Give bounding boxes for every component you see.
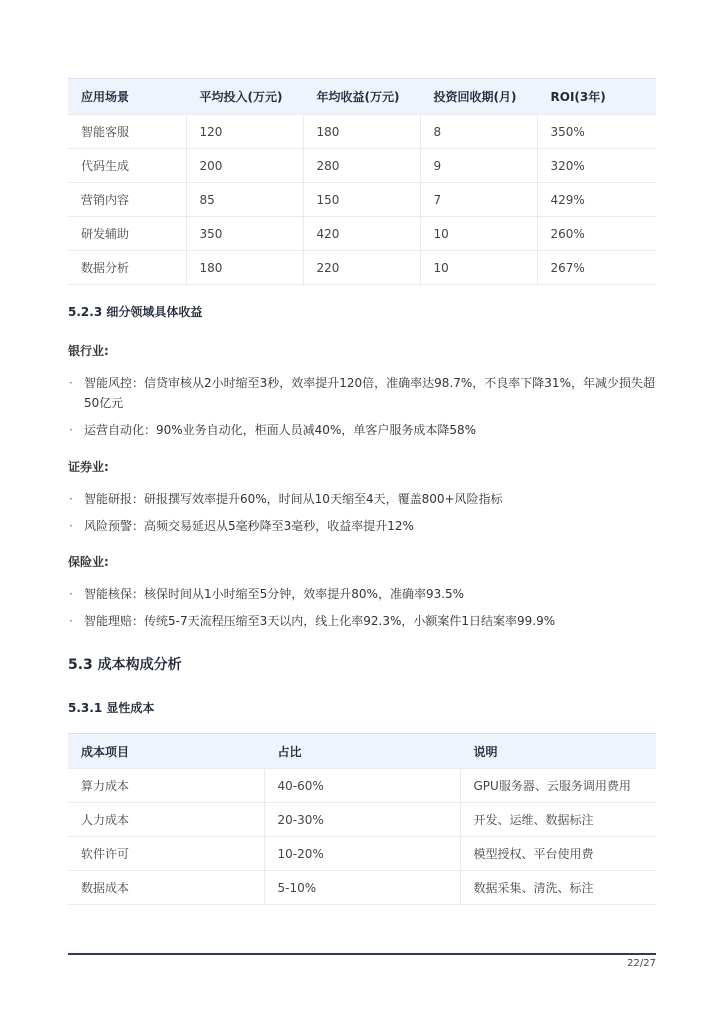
table-cell: 8 xyxy=(420,115,537,149)
table-header-row xyxy=(68,734,656,769)
section-heading-5-3: 5.3 成本构成分析 xyxy=(68,657,182,673)
table-cell: 429% xyxy=(537,183,656,217)
table-cell: 85 xyxy=(186,183,303,217)
table-cell: 150 xyxy=(303,183,420,217)
bullet-icon: · xyxy=(69,376,73,390)
column-header: 占比 xyxy=(264,734,460,769)
list-item-text: 智能风控：信贷审核从2小时缩至3秒，效率提升120倍，准确率达98.7%，不良率下降31%，年减少损失超50亿元 xyxy=(84,376,655,410)
list-item-text: 运营自动化：90%业务自动化，柜面人员减40%，单客户服务成本降58% xyxy=(84,423,477,437)
column-header: 说明 xyxy=(460,734,656,769)
roi-table xyxy=(68,78,656,285)
table-cell: 20-30% xyxy=(264,803,460,837)
table-cell: 研发辅助 xyxy=(68,217,186,251)
table-cell: 180 xyxy=(186,251,303,285)
sector-label-banking: 银行业: xyxy=(68,344,109,358)
list-item xyxy=(68,489,658,509)
table-cell: 260% xyxy=(537,217,656,251)
table-cell: 9 xyxy=(420,149,537,183)
table-row xyxy=(68,769,656,803)
table-cell: 智能客服 xyxy=(68,115,186,149)
table-cell: 350 xyxy=(186,217,303,251)
table-cell: 营销内容 xyxy=(68,183,186,217)
column-header: 年均收益(万元) xyxy=(303,79,420,115)
list-item xyxy=(68,420,658,440)
table-cell: 代码生成 xyxy=(68,149,186,183)
table-cell: 7 xyxy=(420,183,537,217)
table-cell: 220 xyxy=(303,251,420,285)
list-item-text: 智能理赔：传统5-7天流程压缩至3天以内，线上化率92.3%，小额案件1日结案率99.9% xyxy=(84,614,556,628)
footer-divider xyxy=(68,953,656,955)
table-cell: 40-60% xyxy=(264,769,460,803)
table-row xyxy=(68,183,656,217)
table-cell: 算力成本 xyxy=(68,769,264,803)
table-cell: 10 xyxy=(420,217,537,251)
table-cell: 350% xyxy=(537,115,656,149)
table-row xyxy=(68,251,656,285)
section-heading-5-3-1: 5.3.1 显性成本 xyxy=(68,701,155,715)
table-cell: 10-20% xyxy=(264,837,460,871)
table-cell: 280 xyxy=(303,149,420,183)
table-cell: 420 xyxy=(303,217,420,251)
column-header: 投资回收期(月) xyxy=(420,79,537,115)
bullet-icon: · xyxy=(69,614,73,628)
list-item xyxy=(68,373,658,413)
table-cell: 267% xyxy=(537,251,656,285)
list-item xyxy=(68,611,658,631)
table-cell: GPU服务器、云服务调用费用 xyxy=(460,769,656,803)
column-header: 应用场景 xyxy=(68,79,186,115)
table-cell: 人力成本 xyxy=(68,803,264,837)
column-header: 成本项目 xyxy=(68,734,264,769)
securities-list xyxy=(68,489,658,543)
page-number: 22/27 xyxy=(627,958,656,969)
sector-label-insurance: 保险业: xyxy=(68,555,109,569)
list-item-text: 智能核保：核保时间从1小时缩至5分钟，效率提升80%，准确率93.5% xyxy=(84,587,465,601)
list-item xyxy=(68,584,658,604)
bullet-icon: · xyxy=(69,423,73,437)
bullet-icon: · xyxy=(69,492,73,506)
table-row xyxy=(68,837,656,871)
insurance-list xyxy=(68,584,658,638)
bullet-icon: · xyxy=(69,519,73,533)
table-cell: 数据成本 xyxy=(68,871,264,905)
table-row xyxy=(68,217,656,251)
table-cell: 180 xyxy=(303,115,420,149)
column-header: 平均投入(万元) xyxy=(186,79,303,115)
list-item xyxy=(68,516,658,536)
table-row xyxy=(68,871,656,905)
table-row xyxy=(68,803,656,837)
table-row xyxy=(68,115,656,149)
table-cell: 10 xyxy=(420,251,537,285)
bullet-icon: · xyxy=(69,587,73,601)
table-cell: 软件许可 xyxy=(68,837,264,871)
list-item-text: 风险预警：高频交易延迟从5毫秒降至3毫秒，收益率提升12% xyxy=(84,519,414,533)
table-row xyxy=(68,149,656,183)
table-cell: 模型授权、平台使用费 xyxy=(460,837,656,871)
column-header: ROI(3年) xyxy=(537,79,656,115)
table-cell: 320% xyxy=(537,149,656,183)
table-cell: 开发、运维、数据标注 xyxy=(460,803,656,837)
table-cell: 120 xyxy=(186,115,303,149)
table-cell: 数据分析 xyxy=(68,251,186,285)
table-header-row xyxy=(68,79,656,115)
table-cell: 200 xyxy=(186,149,303,183)
cost-table xyxy=(68,733,656,905)
sector-label-securities: 证券业: xyxy=(68,460,109,474)
list-item-text: 智能研报：研报撰写效率提升60%，时间从10天缩至4天，覆盖800+风险指标 xyxy=(84,492,503,506)
section-heading-5-2-3: 5.2.3 细分领域具体收益 xyxy=(68,305,203,319)
banking-list xyxy=(68,373,658,447)
table-cell: 数据采集、清洗、标注 xyxy=(460,871,656,905)
table-cell: 5-10% xyxy=(264,871,460,905)
